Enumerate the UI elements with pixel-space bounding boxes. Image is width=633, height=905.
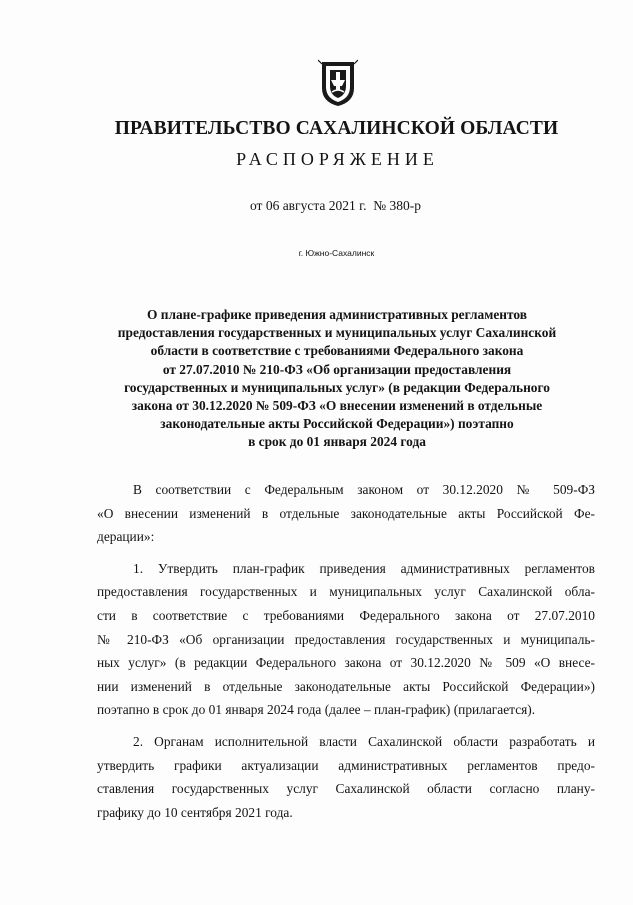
subject-line: О плане-графике приведения административных регламентов [146,307,528,322]
subject-line: предоставления государственных и муниципальных услуг Сахалинской [117,325,557,341]
item-1-paragraph [97,557,595,722]
text-line: графику до 10 сентября 2021 года. [97,804,293,820]
text-line: В соответствии с Федеральным законом от 30.12.2020 № 509-ФЗ [133,482,595,497]
government-title: ПРАВИТЕЛЬСТВО САХАЛИНСКОЙ ОБЛАСТИ [114,118,559,139]
text-line: ных услуг» (в редакции Федерального закона от 30.12.2020 № 509 «О внесе- [97,655,595,671]
subject-line: законодательные акты Российской Федерации») поэтапно [160,416,514,432]
text-line: предоставления государственных и муниципальных услуг Сахалинской обла- [97,584,595,600]
text-line: 2. Органам исполнительной власти Сахалинской области разработать и [133,733,595,749]
text-line: № 210-ФЗ «Об организации предоставления государственных и муниципаль- [97,631,595,647]
city-name: г. Южно-Сахалинск [298,248,375,258]
subject-line: государственных и муниципальных услуг» (в редакции Федерального [124,379,550,395]
item-2-paragraph [97,730,595,824]
document-subject [84,306,590,452]
text-line: сти в соответствие с требованиями Федерального закона от 27.07.2010 [97,607,595,623]
coat-of-arms-icon [318,58,358,108]
document-type: РАСПОРЯЖЕНИЕ [236,149,439,169]
preamble-paragraph [97,478,595,549]
text-line: 1. Утвердить план-график приведения административных регламентов [133,560,595,576]
subject-line: от 27.07.2010 № 210-ФЗ «Об организации предоставления [162,361,512,377]
text-line: «О внесении изменений в отдельные законодательные акты Российской Фе- [97,505,595,521]
subject-line: области в соответствие с требованиями Федерального закона [150,343,524,359]
subject-line: в срок до 01 января 2024 года [248,434,426,450]
text-line: ставления государственных услуг Сахалинской области согласно плану- [97,781,595,797]
date-prefix: от [249,198,263,213]
text-line: поэтапно в срок до 01 января 2024 года (далее – план-график) (прилагается). [97,702,536,718]
document-body [97,478,595,824]
text-line: дерации»: [97,529,155,545]
document-date: 06 августа 2021 г. [265,198,367,213]
date-number-line [0,198,633,214]
subject-line: закона от 30.12.2020 № 509-ФЗ «О внесении изменений в отдельные [131,398,543,414]
document-number: № 380-р [373,198,422,213]
text-line: нии изменений в отдельные законодательные акты Российской Федерации») [97,678,595,694]
text-line: утвердить графики актуализации административных регламентов предо- [97,757,595,773]
